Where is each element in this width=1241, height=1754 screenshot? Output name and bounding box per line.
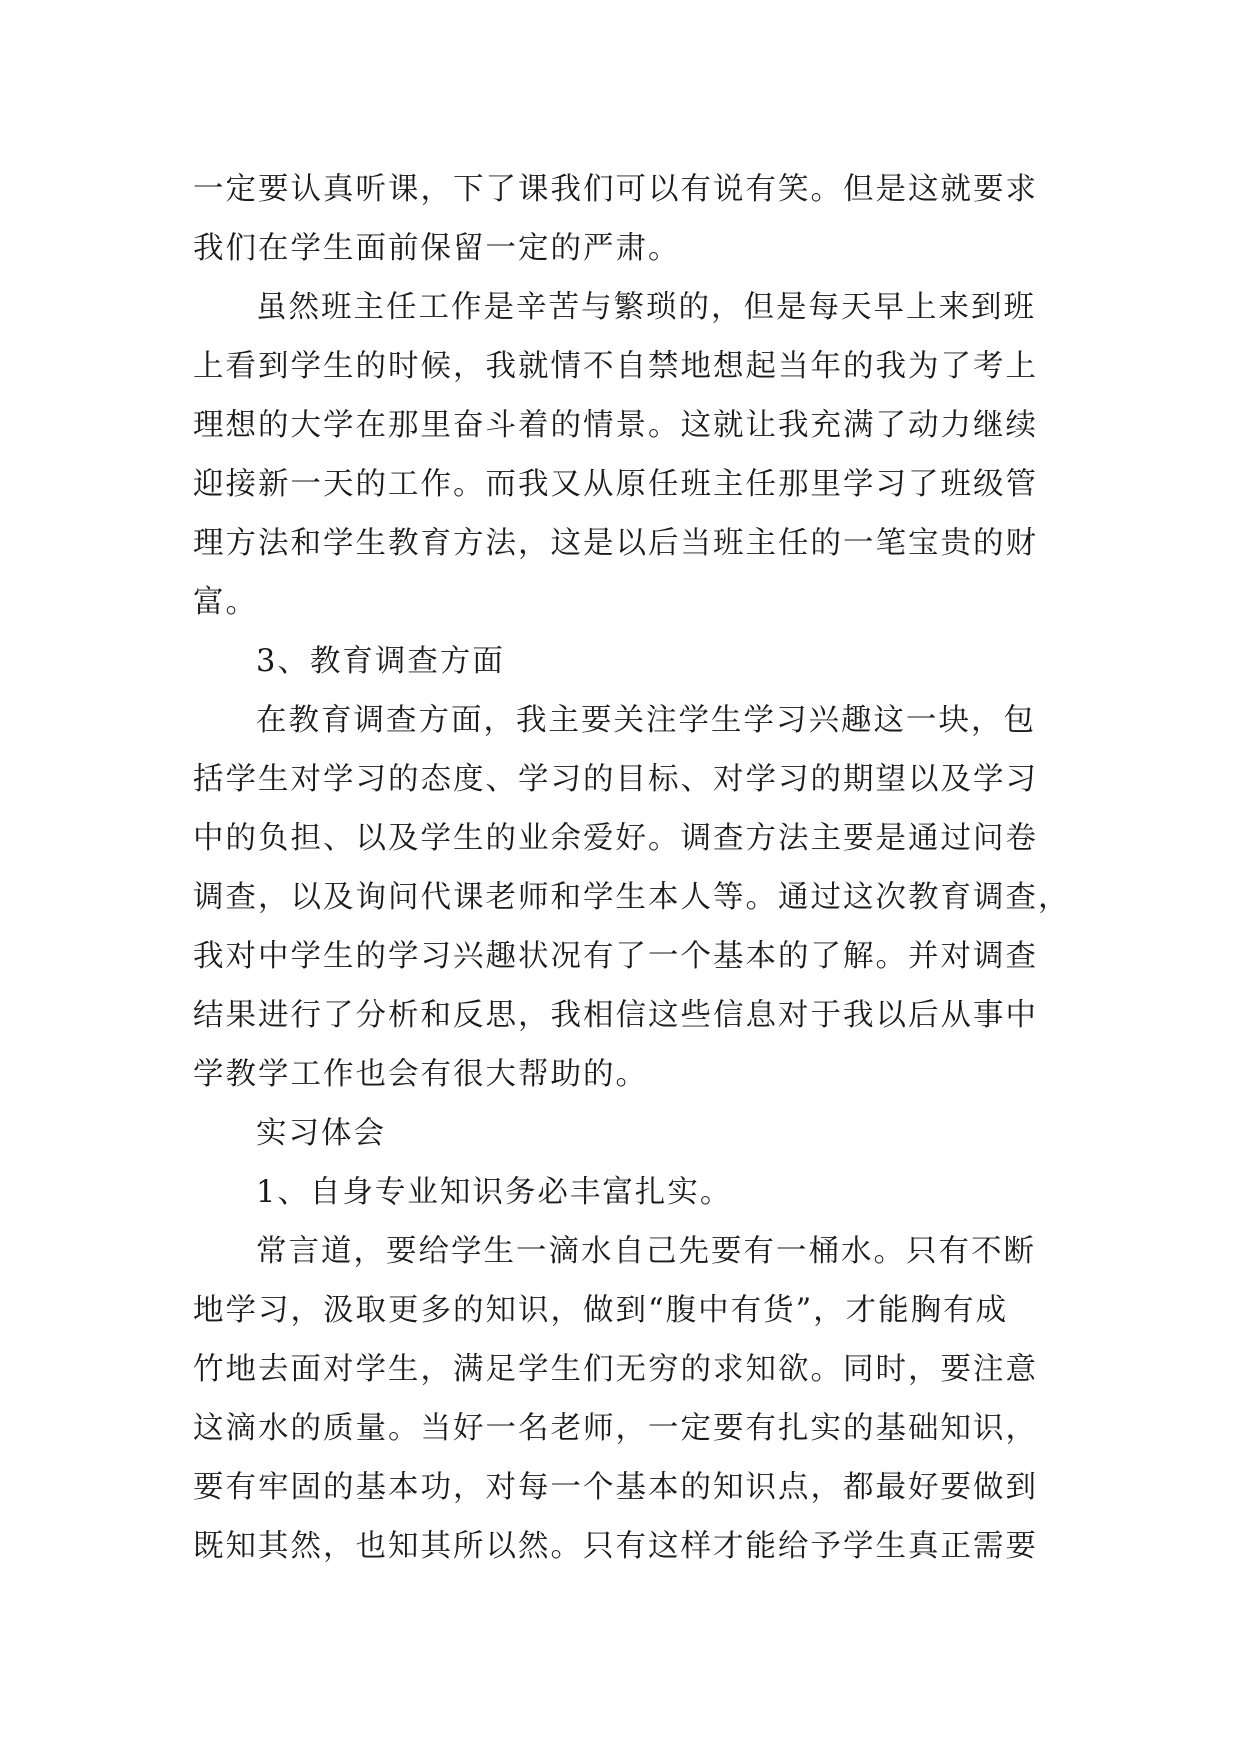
document-body bbox=[193, 160, 1071, 1576]
text-line: 既知其然，也知其所以然。只有这样才能给予学生真正需要 bbox=[193, 1529, 1038, 1564]
text-line: 我对中学生的学习兴趣状况有了一个基本的了解。并对调查 bbox=[193, 939, 1038, 974]
text-line: 结果进行了分析和反思，我相信这些信息对于我以后从事中 bbox=[193, 998, 1038, 1033]
text-line: 常言道，要给学生一滴水自己先要有一桶水。只有不断 bbox=[256, 1234, 1036, 1269]
text-line: 学教学工作也会有很大帮助的。 bbox=[193, 1057, 648, 1092]
text-line: 中的负担、以及学生的业余爱好。调查方法主要是通过问卷 bbox=[193, 821, 1038, 856]
text-line: 上看到学生的时候，我就情不自禁地想起当年的我为了考上 bbox=[193, 349, 1038, 384]
text-line: 3、教育调查方面 bbox=[256, 644, 505, 679]
text-line: 理想的大学在那里奋斗着的情景。这就让我充满了动力继续 bbox=[193, 408, 1038, 443]
text-line: 括学生对学习的态度、学习的目标、对学习的期望以及学习 bbox=[193, 762, 1038, 797]
text-line: 这滴水的质量。当好一名老师，一定要有扎实的基础知识， bbox=[193, 1411, 1038, 1446]
text-line: 实习体会 bbox=[256, 1116, 386, 1151]
text-line: 要有牢固的基本功，对每一个基本的知识点，都最好要做到 bbox=[193, 1470, 1038, 1505]
text-line: 1、自身专业知识务必丰富扎实。 bbox=[256, 1175, 733, 1210]
text-line: 虽然班主任工作是辛苦与繁琐的，但是每天早上来到班 bbox=[256, 290, 1036, 325]
text-line: 在教育调查方面，我主要关注学生学习兴趣这一块，包 bbox=[256, 703, 1036, 738]
text-line: 竹地去面对学生，满足学生们无穷的求知欲。同时，要注意 bbox=[193, 1352, 1038, 1387]
text-line: 迎接新一天的工作。而我又从原任班主任那里学习了班级管 bbox=[193, 467, 1038, 502]
text-line: 调查，以及询问代课老师和学生本人等。通过这次教育调查， bbox=[193, 880, 1071, 915]
text-line: 一定要认真听课，下了课我们可以有说有笑。但是这就要求 bbox=[193, 172, 1038, 207]
text-line: 富。 bbox=[193, 585, 258, 620]
text-line: 理方法和学生教育方法，这是以后当班主任的一笔宝贵的财 bbox=[193, 526, 1038, 561]
text-line: 地学习，汲取更多的知识，做到“腹中有货”，才能胸有成 bbox=[193, 1293, 1009, 1328]
text-line: 我们在学生面前保留一定的严肃。 bbox=[193, 231, 681, 266]
